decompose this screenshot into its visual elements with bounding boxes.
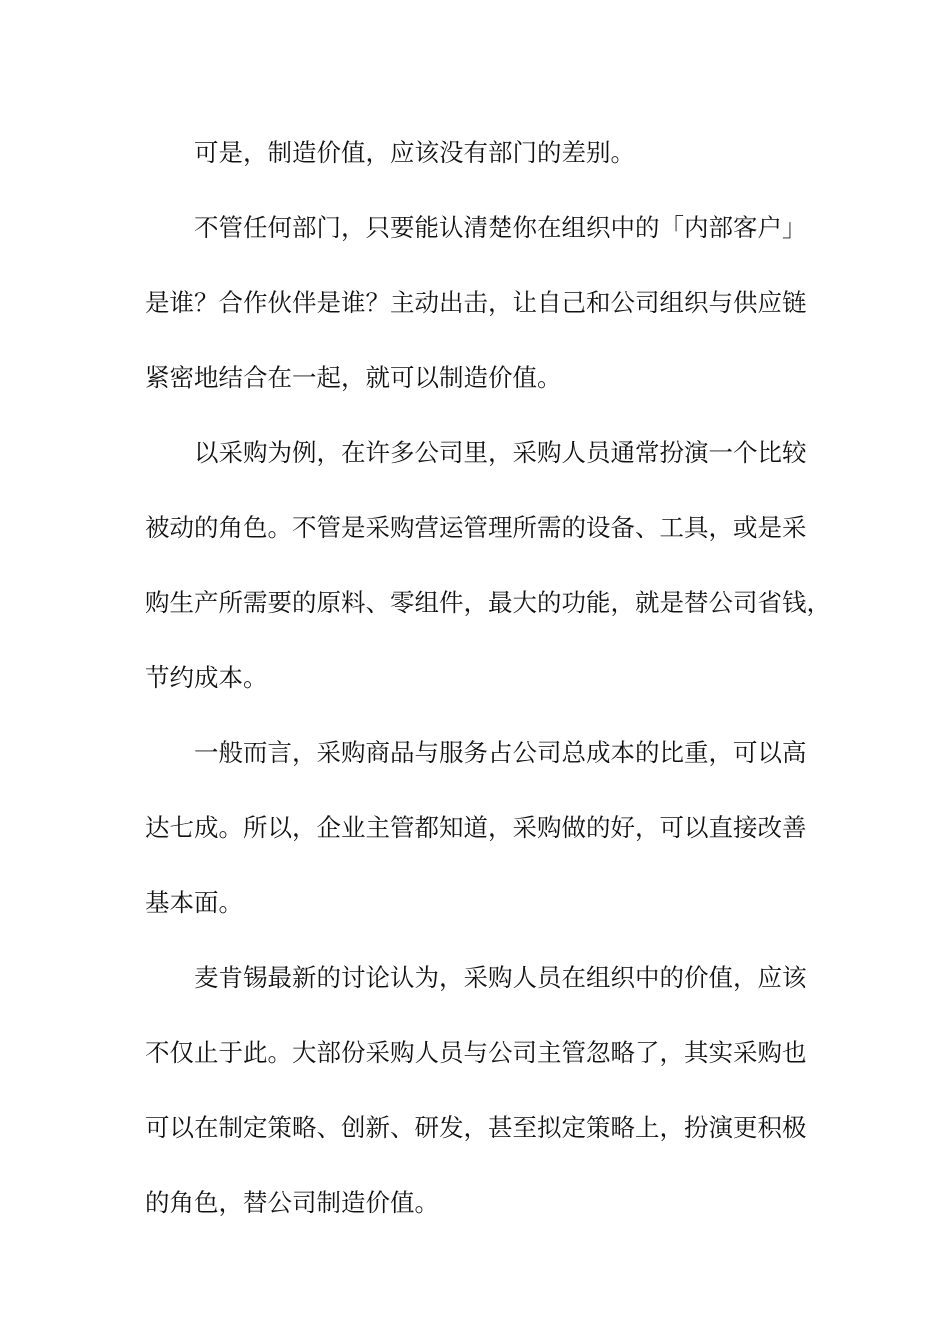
paragraph-line: 被动的角色。不管是采购营运管理所需的设备、工具，或是采 <box>145 513 807 542</box>
paragraph-line: 麦肯锡最新的讨论认为，采购人员在组织中的价值，应该 <box>194 963 807 992</box>
paragraph-line: 达七成。所以，企业主管都知道，采购做的好，可以直接改善 <box>145 813 807 842</box>
paragraph-line: 可是，制造价值，应该没有部门的差别。 <box>194 138 635 167</box>
paragraph-line: 不仅止于此。大部份采购人员与公司主管忽略了，其实采购也 <box>145 1038 807 1067</box>
paragraph-line: 购生产所需要的原料、零组件，最大的功能，就是替公司省钱， <box>145 588 831 617</box>
paragraph-line: 节约成本。 <box>145 663 268 692</box>
document-body <box>145 128 831 1253</box>
paragraph-line: 紧密地结合在一起，就可以制造价值。 <box>145 363 562 392</box>
paragraph-line: 以采购为例，在许多公司里，采购人员通常扮演一个比较 <box>194 438 807 467</box>
paragraph-line: 一般而言，采购商品与服务占公司总成本的比重，可以高 <box>194 738 807 767</box>
paragraph-line: 基本面。 <box>145 888 243 917</box>
paragraph-line: 不管任何部门，只要能认清楚你在组织中的「内部客户」 <box>194 213 807 242</box>
paragraph-line: 的角色，替公司制造价值。 <box>145 1188 439 1217</box>
paragraph-line: 是谁？合作伙伴是谁？主动出击，让自己和公司组织与供应链 <box>145 288 807 317</box>
paragraph-line: 可以在制定策略、创新、研发，甚至拟定策略上，扮演更积极 <box>145 1113 807 1142</box>
